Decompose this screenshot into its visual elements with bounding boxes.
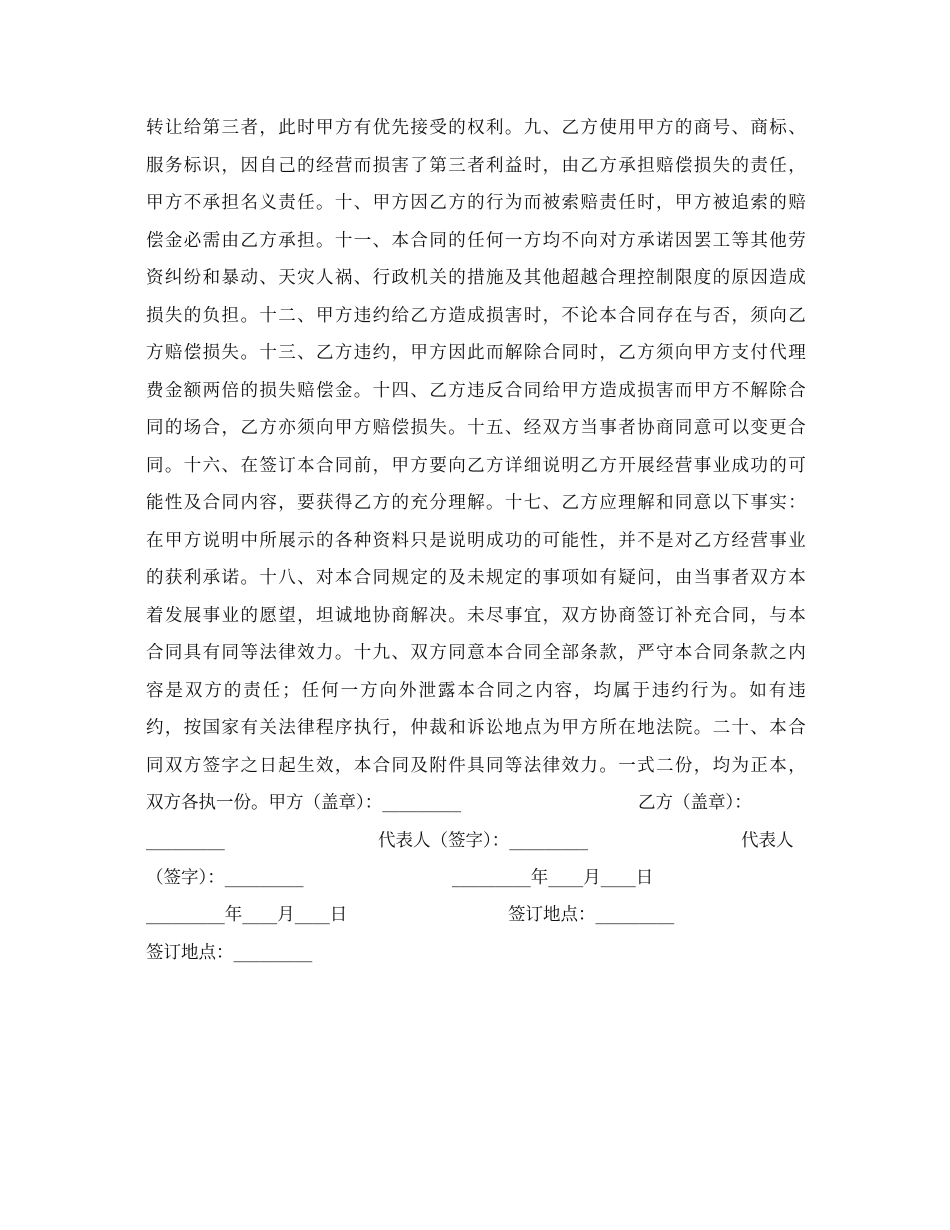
- body-line: 转让给第三者，此时甲方有优先接受的权利。九、乙方使用甲方的商号、商标、: [146, 118, 806, 138]
- body-line: 着发展事业的愿望，坦诚地协商解决。未尽事宜，双方协商签订补充合同，与本: [146, 606, 806, 626]
- party-b-date-line: _________年____月____日: [146, 905, 348, 925]
- party-a-signing-place: 签订地点：_________: [508, 905, 675, 925]
- party-b-seal-blank: _________: [146, 831, 225, 851]
- body-line: 资纠纷和暴动、天灾人祸、行政机关的措施及其他超越合理控制限度的原因造成: [146, 268, 806, 288]
- body-line: 服务标识，因自己的经营而损害了第三者利益时，由乙方承担赔偿损失的责任，: [146, 156, 806, 176]
- party-a-representative-line: 代表人（签字）：_________: [378, 831, 588, 851]
- body-line: 容是双方的责任；任何一方向外泄露本合同之内容，均属于违约行为。如有违: [146, 681, 806, 701]
- body-line: 在甲方说明中所展示的各种资料只是说明成功的可能性，并不是对乙方经营事业: [146, 531, 806, 551]
- body-line: 能性及合同内容，要获得乙方的充分理解。十七、乙方应理解和同意以下事实：: [146, 493, 806, 513]
- party-b-seal-label: 乙方（盖章）：: [638, 793, 752, 813]
- body-line: 方赔偿损失。十三、乙方违约，甲方因此而解除合同时，乙方须向甲方支付代理: [146, 343, 806, 363]
- body-line: 的获利承诺。十八、对本合同规定的及未规定的事项如有疑问，由当事者双方本: [146, 568, 806, 588]
- body-line: 损失的负担。十二、甲方违约给乙方造成损害时，不论本合同存在与否，须向乙: [146, 306, 806, 326]
- party-b-representative-sign: （签字）：_________: [146, 868, 304, 888]
- body-line: 同。十六、在签订本合同前，甲方要向乙方详细说明乙方开展经营事业成功的可: [146, 456, 806, 476]
- body-line: 费金额两倍的损失赔偿金。十四、乙方违反合同给甲方造成损害而甲方不解除合: [146, 381, 806, 401]
- body-line: 甲方不承担名义责任。十、甲方因乙方的行为而被索赔责任时，甲方被追索的赔: [146, 193, 806, 213]
- body-line: 合同具有同等法律效力。十九、双方同意本合同全部条款，严守本合同条款之内: [146, 643, 806, 663]
- party-b-representative-label: 代表人: [741, 831, 794, 851]
- party-b-signing-place: 签订地点：_________: [146, 943, 313, 963]
- body-line: 约，按国家有关法律程序执行，仲裁和诉讼地点为甲方所在地法院。二十、本合: [146, 718, 806, 738]
- body-line: 同的场合，乙方亦须向甲方赔偿损失。十五、经双方当事者协商同意可以变更合: [146, 418, 806, 438]
- body-line: 同双方签字之日起生效，本合同及附件具同等法律效力。一式二份，均为正本，: [146, 756, 806, 776]
- party-a-seal-line: 双方各执一份。甲方（盖章）：_________: [146, 793, 461, 813]
- body-line: 偿金必需由乙方承担。十一、本合同的任何一方均不向对方承诺因罢工等其他劳: [146, 231, 806, 251]
- party-a-date-line: _________年____月____日: [452, 868, 654, 888]
